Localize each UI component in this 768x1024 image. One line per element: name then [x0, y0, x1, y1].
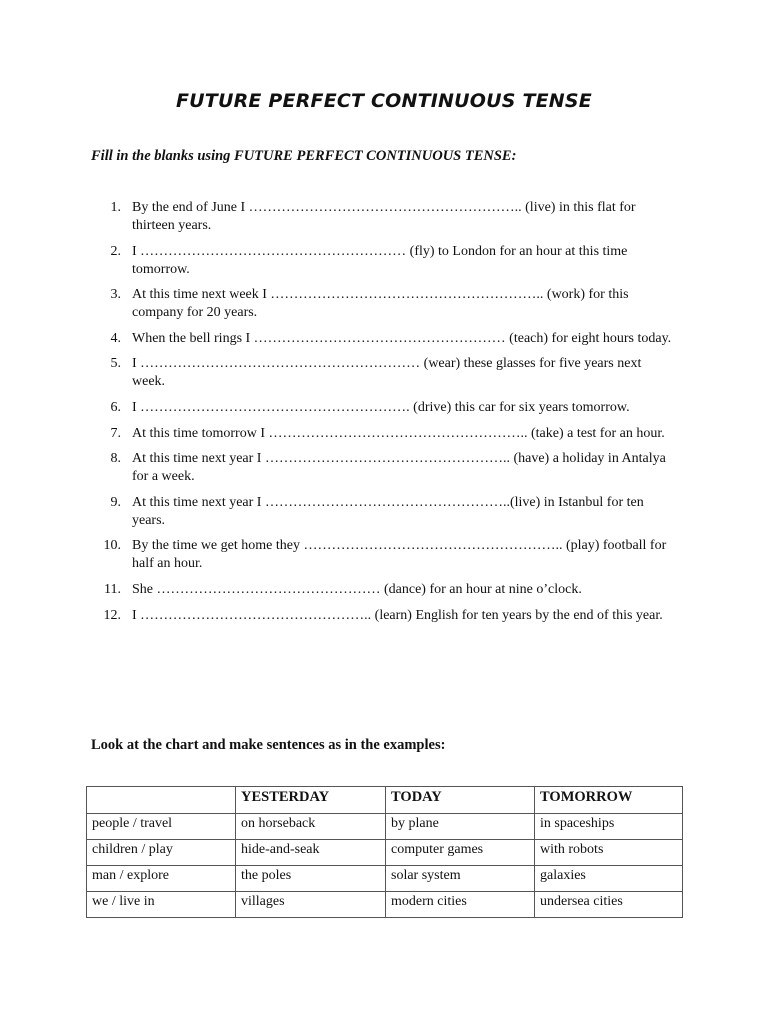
exercise-text: At this time next week I ………………………………………………….. (work) for this company for 20 years. — [132, 287, 629, 321]
table-row — [87, 866, 683, 892]
exercise-text: I …………………………………………………… (wear) these glasses for five years next week. — [132, 356, 642, 390]
exercise-item — [95, 450, 675, 486]
table-cell: computer games — [386, 840, 535, 866]
exercise-item — [95, 330, 675, 348]
table-cell: solar system — [386, 866, 535, 892]
table-cell: with robots — [535, 840, 683, 866]
exercise-number: 1. — [110, 200, 121, 215]
table-header-cell: TOMORROW — [535, 787, 683, 814]
table-cell: modern cities — [386, 892, 535, 918]
exercise-item — [95, 286, 675, 322]
exercise-number: 11. — [104, 581, 121, 597]
table-header-cell — [87, 787, 236, 814]
exercise-text: At this time tomorrow I ……………………………………………….. (take) a test for an hour. — [132, 425, 665, 441]
exercise-list — [95, 199, 675, 632]
table-row — [87, 840, 683, 866]
exercise-text: When the bell rings I ……………………………………………… (teach) for eight hours today. — [132, 330, 672, 346]
exercise-item — [95, 355, 675, 391]
exercise-number: 2. — [110, 243, 121, 259]
table-header-cell: YESTERDAY — [236, 787, 386, 814]
exercise-number: 12. — [103, 607, 121, 623]
table-cell: in spaceships — [535, 814, 683, 840]
chart-table — [86, 786, 683, 918]
exercise-item — [95, 199, 675, 235]
table-header-cell: TODAY — [386, 787, 535, 814]
exercise-text: By the time we get home they ……………………………………………….. (play) football for half an hour. — [132, 538, 667, 572]
table-cell: hide-and-seak — [236, 840, 386, 866]
exercise-text: By the end of June I ………………………………………………….. (live) in this flat for thirteen years. — [132, 200, 636, 233]
table-cell: undersea cities — [535, 892, 683, 918]
table-row — [87, 892, 683, 918]
exercise-text: At this time next year I …………………………………………….. (have) a holiday in Antalya for a week. — [132, 451, 666, 485]
table-row — [87, 814, 683, 840]
exercise-item — [95, 243, 675, 279]
table-cell: on horseback — [236, 814, 386, 840]
table-cell: man / explore — [87, 866, 236, 892]
table-cell: galaxies — [535, 866, 683, 892]
exercise-item — [95, 399, 675, 417]
exercise-number: 5. — [110, 356, 121, 372]
exercise-item — [95, 425, 675, 443]
exercise-number: 6. — [110, 399, 121, 415]
exercise-text: At this time next year I ……………………………………………..(live) in Istanbul for ten years. — [132, 494, 644, 528]
table-cell: villages — [236, 892, 386, 918]
exercise-item — [95, 494, 675, 530]
table-cell: we / live in — [87, 892, 236, 918]
table-header-row — [87, 787, 683, 814]
table-cell: children / play — [87, 840, 236, 866]
exercise-number: 4. — [110, 330, 121, 346]
exercise-text: I …………………………………………………. (drive) this car for six years tomorrow. — [132, 399, 630, 415]
table-cell: the poles — [236, 866, 386, 892]
exercise-text: I ………………………………………….. (learn) English for ten years by the end of this year. — [132, 607, 663, 623]
exercise-number: 8. — [110, 451, 121, 467]
page-title: FUTURE PERFECT CONTINUOUS TENSE — [176, 90, 592, 112]
instruction-fill-in-blanks: Fill in the blanks using FUTURE PERFECT CONTINUOUS TENSE: — [91, 148, 517, 164]
exercise-text: She ………………………………………… (dance) for an hour at nine o’clock. — [132, 581, 582, 597]
exercise-item — [95, 607, 675, 625]
exercise-item — [95, 581, 675, 599]
exercise-number: 3. — [110, 287, 121, 303]
exercise-number: 10. — [103, 538, 121, 554]
exercise-number: 7. — [110, 425, 121, 441]
exercise-text: I ………………………………………………… (fly) to London for an hour at this time tomorrow. — [132, 243, 628, 277]
instruction-chart: Look at the chart and make sentences as in the examples: — [91, 737, 446, 753]
exercise-number: 9. — [110, 494, 121, 510]
table-cell: by plane — [386, 814, 535, 840]
exercise-item — [95, 537, 675, 573]
table-cell: people / travel — [87, 814, 236, 840]
